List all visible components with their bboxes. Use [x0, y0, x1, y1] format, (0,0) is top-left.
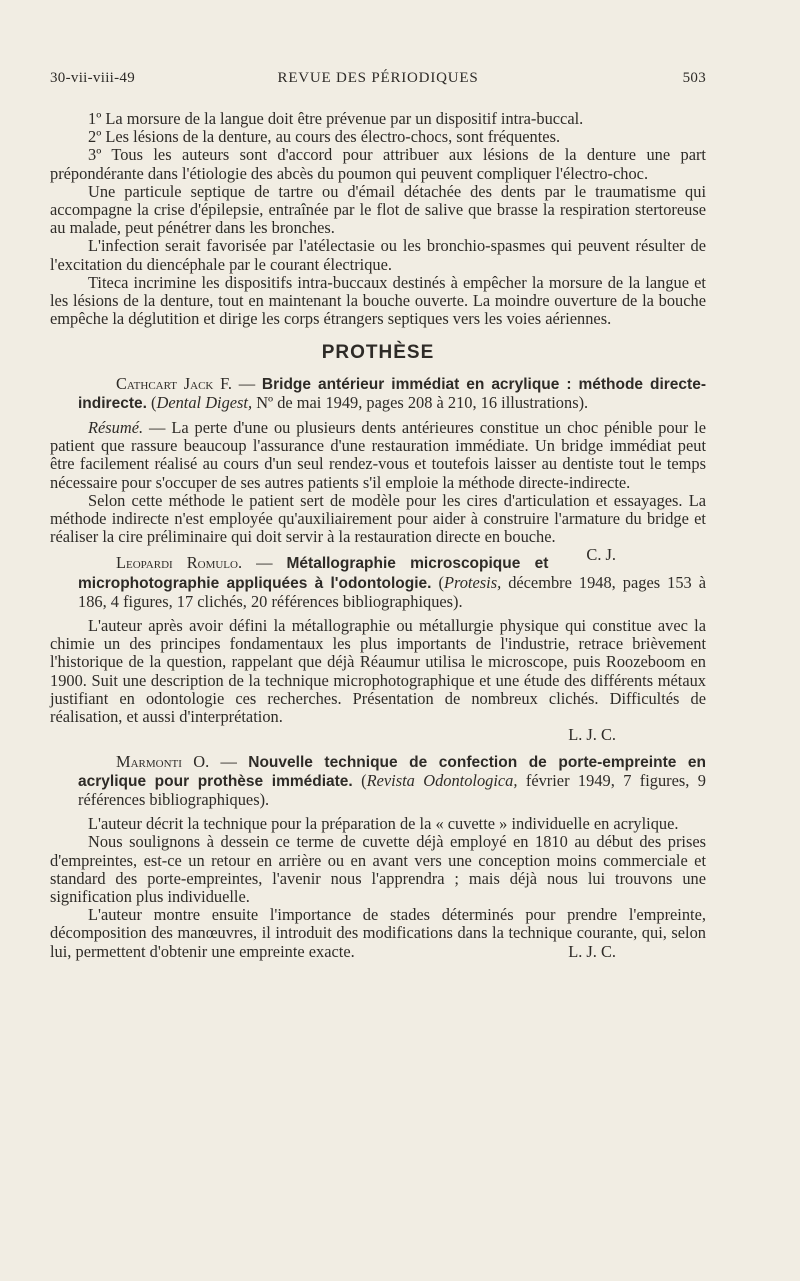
paragraph: Une particule septique de tartre ou d'émail détachée des dents par le traumatisme qui accompagne la crise d'épilepsie, entraînée par le flot de salive que brasse la respiration stertoreuse au malade, peut pénétrer dans les bronches.	[50, 181, 706, 238]
issue-date: 30-vii-viii-49	[50, 70, 136, 86]
paragraph: L'auteur après avoir défini la métallographie ou métallurgie physique qui constitue avec la chimie un des principes fondamentaux les plus importants de l'industrie, retrace brièvement l'historique de la question, rappelant que déjà Réaumur utilisa le microscope, puis Roozeboom en 1900. Suit une description de la technique microphotographique et une étude des différents métaux justifiant en odontologie ces recherches. Présentation de nombreux clichés. Difficultés de réalisation, et aussi d'interprétation.	[50, 616, 706, 727]
reference-details: Nº de mai 1949, pages 208 à 210, 16 illustrations).	[252, 392, 589, 412]
journal-name: Protesis,	[443, 572, 502, 592]
entry-body	[50, 617, 706, 744]
article-body	[50, 110, 706, 961]
paragraph: Nous soulignons à dessein ce terme de cuvette déjà employé en 1810 au début des prises d'empreintes, est-ce un retour en arrière ou en avant vers une conception moins commerciale et standard des porte-empreintes, l'avenir nous l'apprendra ; mais déjà nous lui trouvons une signification plus individuelle.	[50, 832, 706, 906]
paragraph	[50, 906, 706, 961]
entry-citation	[50, 375, 706, 413]
section-heading: PROTHÈSE	[321, 342, 435, 364]
paragraph	[50, 419, 706, 492]
separator: —	[209, 751, 249, 771]
entry-author: Leopardi Romulo.	[116, 553, 243, 573]
entry-body	[50, 815, 706, 961]
paragraph: L'auteur décrit la technique pour la préparation de la « cuvette » individuelle en acrylique.	[88, 814, 679, 834]
reviewer-signature: C. J.	[586, 545, 616, 565]
resume-label: Résumé.	[88, 418, 144, 438]
review-entry	[50, 753, 706, 961]
reference-details: décembre 1948, pages 153 à 186, 4 figures, 17 clichés, 20 références bibliographiques).	[78, 572, 707, 611]
paragraph-text: — La perte d'une ou plusieurs dents antérieures constitue un choc pénible pour le patient que rassure beaucoup l'assurance d'une restauration immédiate. Un bridge immédiat peut être facilement réalisé au cours d'un seul rendez-vous et toutefois laisser au dentiste tout le temps nécessaire pour s'occuper de ses autres patients s'il emploie la méthode directe-indirecte.	[50, 418, 706, 492]
page-number: 503	[682, 70, 706, 86]
entry-title: Métallographie microscopique et microphotographie appliquées à l'odontologie.	[78, 555, 549, 592]
running-head	[50, 70, 706, 90]
reviewer-signature: L. J. C.	[568, 725, 616, 745]
entry-title: Bridge antérieur immédiat en acrylique : méthode directe-indirecte.	[78, 375, 706, 412]
paragraph: Titeca incrimine les dispositifs intra-buccaux destinés à empêcher la morsure de la langue et les lésions de la denture, tout en maintenant la bouche ouverte. La moindre ouverture de la bouche empêche la déglutition et dirige les corps étrangers septiques vers les voies aériennes.	[50, 272, 706, 329]
review-entry	[50, 554, 706, 744]
separator: —	[242, 553, 287, 573]
ref-open: (	[352, 770, 367, 790]
paragraph: L'infection serait favorisée par l'atélectasie ou les bronchio-spasmes qui peuvent résulter de l'excitation du diencéphale par le courant électrique.	[50, 236, 706, 274]
journal-name: Dental Digest,	[156, 392, 253, 412]
ref-open: (	[431, 572, 444, 592]
separator: —	[232, 373, 262, 393]
entry-citation	[50, 753, 706, 810]
paragraph: 2º Les lésions de la denture, au cours des électro-chocs, sont fréquentes.	[88, 127, 561, 147]
ref-open: (	[146, 392, 157, 412]
paragraph-text: L'auteur montre ensuite l'importance de stades déterminés pour prendre l'empreinte, décomposition des manœuvres, il introduit des modifications dans la technique courante, qui, selon lui, permettent d'obtenir une empreinte exacte.	[50, 905, 706, 961]
entry-author: Cathcart Jack F.	[116, 373, 233, 393]
reference-details: février 1949, 7 figures, 9 références bibliographiques).	[78, 770, 706, 809]
paragraph-text: Selon cette méthode le patient sert de modèle pour les cires d'articulation et essayages. La méthode indirecte n'est employée qu'auxiliairement pour aider à construire l'armature du bridge et réaliser la cire préliminaire qui doit servir à la restauration directe en bouche.	[50, 490, 706, 547]
journal-title: REVUE DES PÉRIODIQUES	[277, 70, 479, 86]
paragraph: 1º La morsure de la langue doit être prévenue par un dispositif intra-buccal.	[88, 109, 584, 128]
reviewer-signature: L. J. C.	[568, 941, 616, 961]
entry-author: Marmonti O.	[116, 751, 210, 771]
entry-title: Nouvelle technique de confection de porte-empreinte en acrylique pour prothèse immédiate.	[78, 753, 706, 790]
paragraph: 3º Tous les auteurs sont d'accord pour attribuer aux lésions de la denture une part prépondérante dans l'étiologie des abcès du poumon qui peuvent compliquer l'électro-choc.	[50, 145, 706, 183]
journal-name: Revista Odontologica,	[366, 770, 518, 790]
